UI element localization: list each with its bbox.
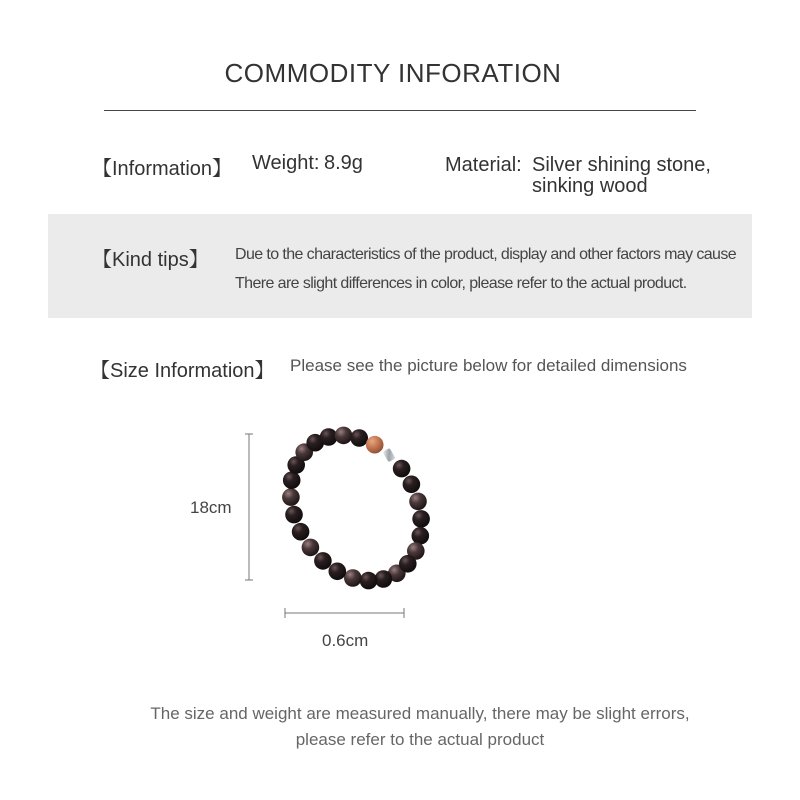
- kind-tips-label: 【Kind tips】: [92, 249, 209, 271]
- obsidian-bead: [285, 506, 303, 524]
- obsidian-bead: [302, 539, 320, 557]
- obsidian-bead: [360, 572, 378, 590]
- obsidian-bead: [393, 460, 411, 478]
- size-description: Please see the picture below for detailed dimensions: [290, 356, 687, 375]
- sinking-wood-bead: [366, 436, 384, 454]
- obsidian-bead: [412, 510, 430, 528]
- weight-label: Weight:: [252, 152, 320, 174]
- obsidian-bead: [292, 523, 310, 541]
- obsidian-bead: [344, 569, 362, 587]
- size-information-label: 【Size Information】: [90, 360, 275, 382]
- kind-tips-line2: There are slight differences in color, please refer to the actual product.: [235, 275, 687, 292]
- obsidian-bead: [320, 428, 338, 446]
- obsidian-bead: [335, 427, 353, 445]
- obsidian-bead: [314, 552, 332, 570]
- material-value-line1: Silver shining stone,: [532, 154, 711, 176]
- footer-note-line1: The size and weight are measured manually, there may be slight errors,: [150, 704, 690, 723]
- footer-note-line2: please refer to the actual product: [295, 730, 545, 749]
- material-value-line2: sinking wood: [532, 175, 648, 197]
- information-label: 【Information】: [92, 158, 233, 180]
- kind-tips-line1: Due to the characteristics of the product, display and other factors may cause: [235, 246, 737, 263]
- obsidian-bead: [403, 476, 421, 494]
- obsidian-bead: [399, 555, 417, 573]
- obsidian-bead: [375, 570, 393, 588]
- material-label: Material:: [445, 154, 522, 176]
- width-dimension-label: 0.6cm: [322, 631, 369, 650]
- length-dimension-label: 18cm: [190, 498, 232, 517]
- obsidian-bead: [282, 488, 300, 506]
- silver-spacer-bead: [383, 448, 396, 462]
- page-title: COMMODITY INFORATION: [224, 58, 562, 88]
- obsidian-bead: [412, 527, 430, 545]
- weight-value: 8.9g: [324, 152, 363, 174]
- obsidian-bead: [329, 563, 347, 581]
- obsidian-bead: [283, 471, 301, 489]
- obsidian-bead: [409, 493, 427, 511]
- obsidian-bead: [350, 429, 368, 447]
